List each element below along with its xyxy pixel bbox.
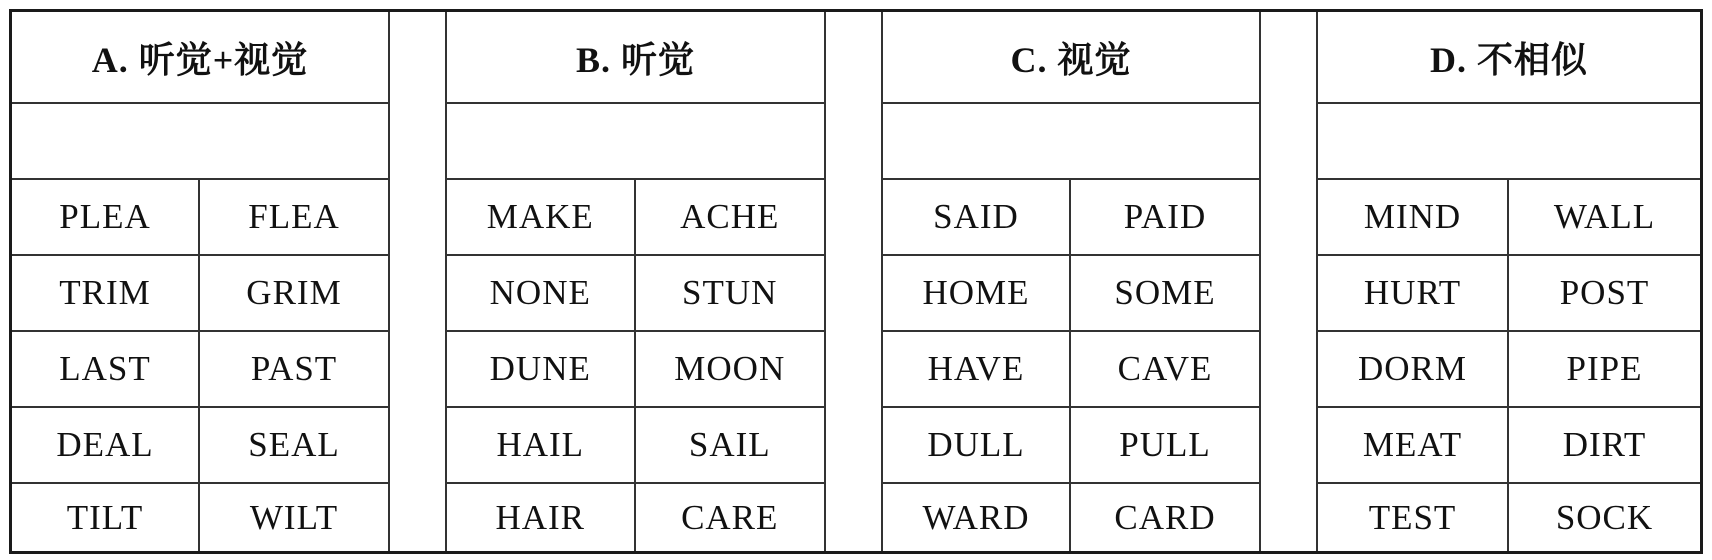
panel-a-header: A. 听觉+视觉	[12, 12, 388, 104]
panel-c-blank-row	[883, 104, 1259, 180]
table-row	[883, 484, 1259, 551]
word-cell: HURT	[1318, 256, 1509, 330]
table-row	[447, 408, 824, 484]
table-row	[883, 332, 1259, 408]
word-cell: CARE	[681, 497, 779, 537]
panel-d-header: D. 不相似	[1318, 12, 1700, 104]
word-cell: PAST	[250, 349, 338, 388]
table-row	[12, 180, 388, 256]
word-cell: POST	[1559, 273, 1650, 312]
word-cell: DULL	[883, 408, 1071, 482]
table-row	[12, 408, 388, 484]
panel-c	[881, 12, 1261, 551]
table-row	[1318, 408, 1700, 484]
table-row	[1318, 484, 1700, 551]
word-cell: GRIM	[246, 273, 342, 312]
panel-a	[12, 12, 390, 551]
table-row	[1318, 256, 1700, 332]
word-cell: SEAL	[248, 425, 340, 464]
panel-b	[445, 12, 826, 551]
panel-d-blank-row	[1318, 104, 1700, 180]
word-cell: HOME	[883, 256, 1071, 330]
table-row	[12, 332, 388, 408]
word-cell: DEAL	[12, 408, 200, 482]
table-row	[883, 180, 1259, 256]
table-row	[447, 332, 824, 408]
word-cell: HAIR	[447, 484, 636, 551]
word-cell: MIND	[1318, 180, 1509, 254]
word-cell: TRIM	[12, 256, 200, 330]
word-cell: SAID	[883, 180, 1071, 254]
table-row	[12, 484, 388, 551]
word-cell: STUN	[682, 273, 778, 312]
word-cell: TEST	[1318, 484, 1509, 551]
panel-d	[1316, 12, 1700, 551]
table-row	[12, 256, 388, 332]
word-cell: TILT	[12, 484, 200, 551]
word-cell: HAVE	[883, 332, 1071, 406]
word-cell: PULL	[1119, 425, 1211, 464]
table-row	[1318, 180, 1700, 256]
table-row	[447, 256, 824, 332]
word-cell: PAID	[1123, 197, 1207, 236]
word-cell: WARD	[883, 484, 1071, 551]
word-pair-table	[9, 9, 1703, 554]
word-cell: PIPE	[1566, 349, 1643, 388]
word-cell: WALL	[1553, 197, 1656, 236]
word-cell: CARD	[1114, 497, 1216, 537]
word-cell: DUNE	[447, 332, 636, 406]
word-cell: SOME	[1114, 273, 1216, 312]
table-row	[447, 484, 824, 551]
word-cell: ACHE	[680, 197, 780, 236]
word-cell: SOCK	[1555, 497, 1654, 537]
table-row	[447, 180, 824, 256]
panel-a-blank-row	[12, 104, 388, 180]
word-cell: DIRT	[1562, 425, 1647, 464]
table-row	[883, 408, 1259, 484]
word-cell: MAKE	[447, 180, 636, 254]
word-cell: MEAT	[1318, 408, 1509, 482]
word-cell: CAVE	[1117, 349, 1213, 388]
panel-c-header: C. 视觉	[883, 12, 1259, 104]
word-cell: DORM	[1318, 332, 1509, 406]
word-cell: NONE	[447, 256, 636, 330]
table-row	[1318, 332, 1700, 408]
panel-b-header: B. 听觉	[447, 12, 824, 104]
word-cell: PLEA	[12, 180, 200, 254]
word-cell: WILT	[249, 497, 339, 537]
word-cell: MOON	[674, 349, 786, 388]
word-cell: LAST	[12, 332, 200, 406]
word-cell: FLEA	[248, 197, 340, 236]
panel-b-blank-row	[447, 104, 824, 180]
word-cell: HAIL	[447, 408, 636, 482]
word-cell: SAIL	[688, 425, 771, 464]
table-row	[883, 256, 1259, 332]
